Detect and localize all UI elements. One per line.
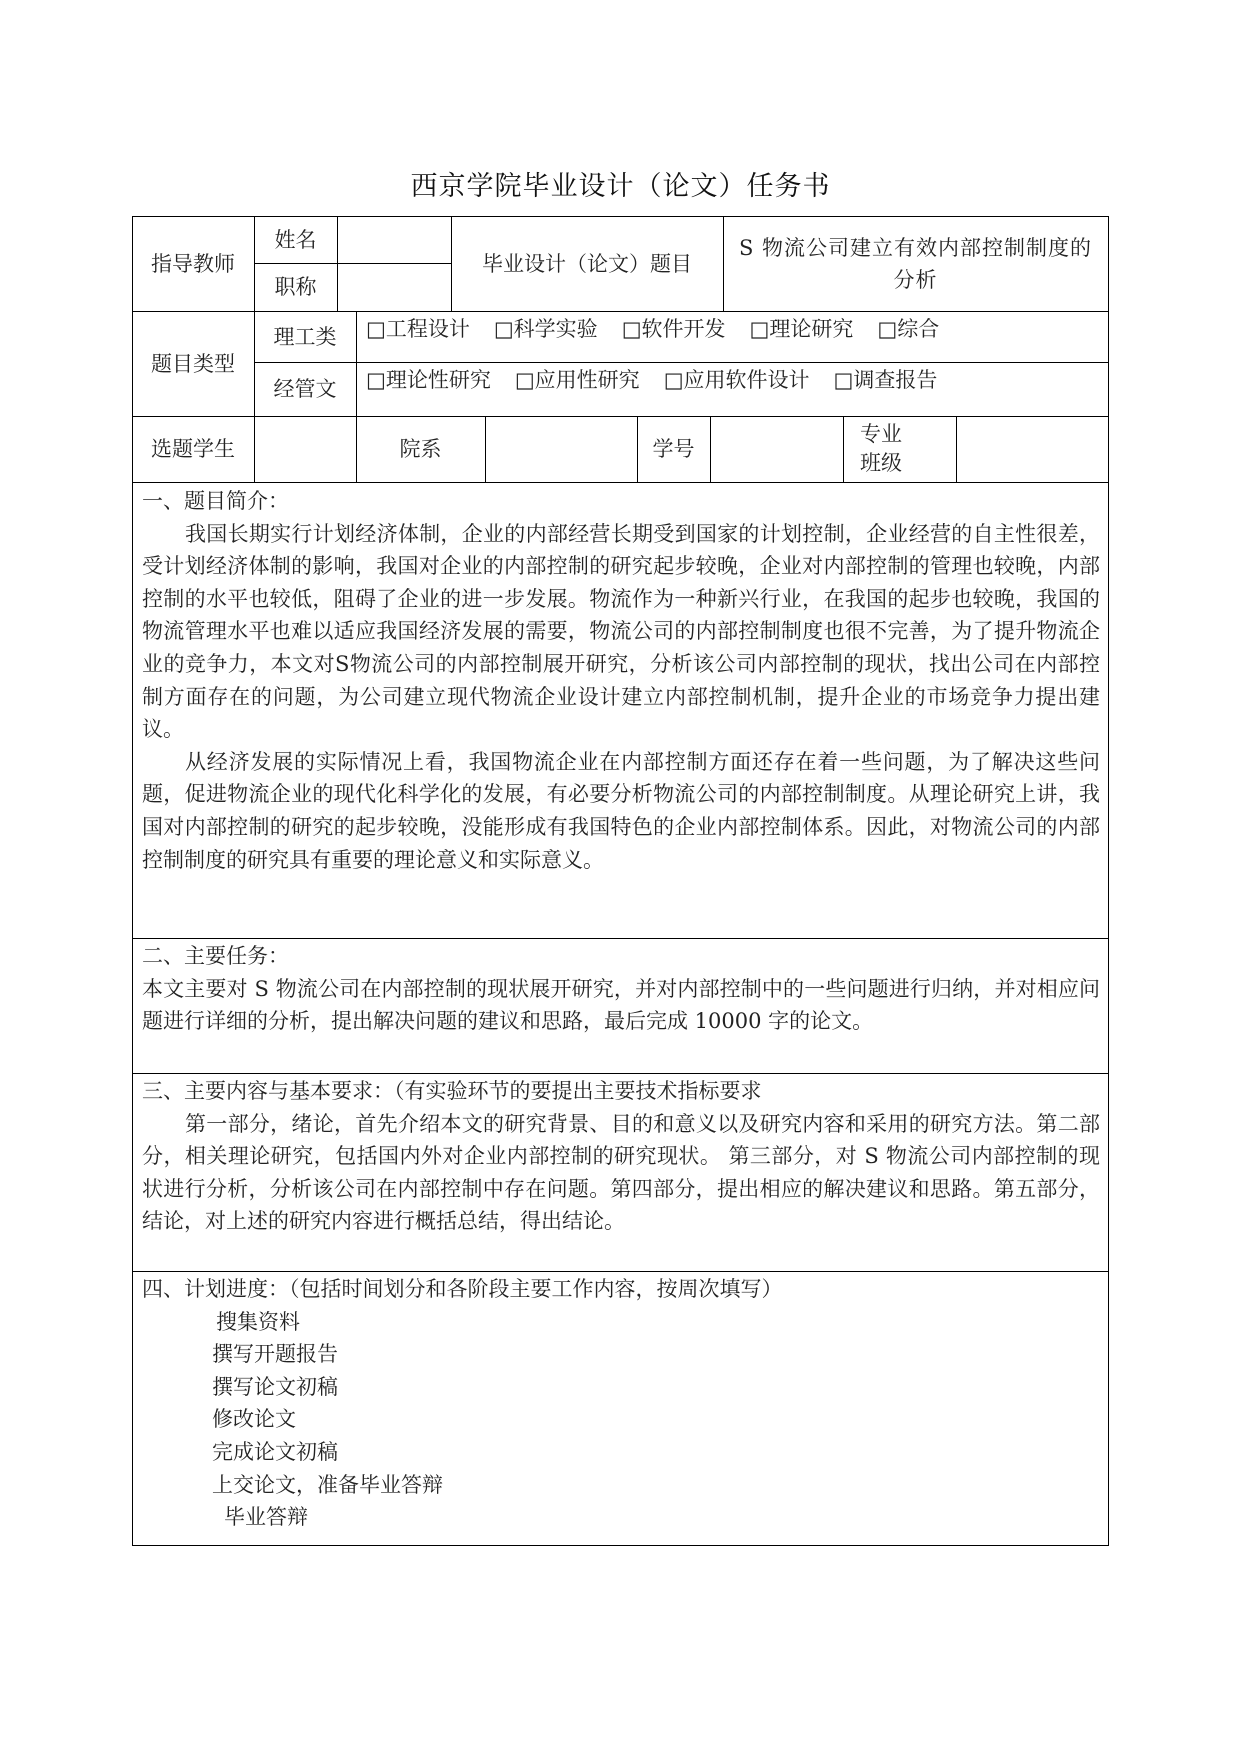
divider [356,311,357,416]
class-label: 专业班级 [860,422,902,475]
divider [132,1073,1109,1074]
department-label: 院系 [399,437,442,461]
plan-item: 上交论文，准备毕业答辩 [212,1472,443,1497]
plan-item: 撰写论文初稿 [212,1374,338,1399]
student-id-field[interactable] [710,416,843,482]
topic-label: 毕业设计（论文）题目 [482,251,692,276]
option-software-development[interactable]: □软件开发 [621,317,726,341]
section-heading: 四、计划进度：（包括时间划分和各阶段主要工作内容，按周次填写） [142,1277,783,1301]
department-field[interactable] [485,416,637,482]
science-options [366,313,963,343]
plan-item: 毕业答辩 [224,1505,308,1530]
divider [843,416,844,482]
student-name-field[interactable] [254,416,356,482]
plan-item: 完成论文初稿 [212,1439,338,1464]
option-scientific-experiment[interactable]: □科学实验 [493,317,598,341]
rank-label: 职称 [274,275,317,299]
divider [132,938,1109,939]
advisor-rank-field[interactable] [337,263,451,311]
plan-item: 修改论文 [212,1407,296,1432]
section-tasks [132,940,1108,1073]
divider [132,1271,1109,1272]
plan-item: 撰写开题报告 [212,1342,338,1367]
section-heading: 二、主要任务： [142,944,289,968]
section-heading: 一、题目简介： [142,489,289,513]
option-engineering-design[interactable]: □工程设计 [366,317,470,341]
section-intro [132,485,1108,938]
paragraph: 我国长期实行计划经济体制，企业的内部经营长期受到国家的计划控制，企业经营的自主性很差，受计划经济体制的影响，我国对企业的内部控制的研究起步较晚，企业对内部控制的管理也较晚，内部控制的水平也较低，阻碍了企业的进一步发展。物流作为一种新兴行业，在我国的起步也较晚，我国的物流管理水平也难以适应我国经济发展的需要，物流公司的内部控制制度也很不完善，为了提升物流企业的竞争力，本文对S物流公司的内部控制展开研究，分析该公司内部控制的现状，找出公司在内部控制方面存在的问题，为公司建立现代物流企业设计建立内部控制机制，提升企业的市场竞争力提出建议。 [142,521,1100,742]
science-label: 理工类 [273,324,337,349]
option-theoretical-research[interactable]: □理论研究 [749,317,854,341]
document-title: 西京学院毕业设计（论文）任务书 [410,171,831,202]
advisor-label: 指导教师 [151,251,235,276]
option-application-software-design[interactable]: □应用软件设计 [663,368,810,392]
option-comprehensive[interactable]: □综合 [877,317,940,341]
section-heading: 三、主要内容与基本要求：（有实验环节的要提出主要技术指标要求 [142,1079,762,1103]
option-theoretical-study[interactable]: □理论性研究 [366,368,491,392]
topic-value[interactable]: S 物流公司建立有效内部控制制度的分析 [738,235,1093,292]
divider [254,362,1109,363]
topic-type-label: 题目类型 [151,351,235,376]
option-applied-study[interactable]: □应用性研究 [514,368,640,392]
divider [132,482,1109,483]
divider [254,263,451,264]
class-field[interactable] [956,416,1108,482]
plan-item: 搜集资料 [216,1309,300,1334]
section-content [132,1075,1108,1271]
student-label: 选题学生 [151,437,235,461]
paragraph: 从经济发展的实际情况上看，我国物流企业在内部控制方面还存在着一些问题，为了解决这些问题，促进物流企业的现代化科学化的发展，有必要分析物流公司的内部控制制度。从理论研究上讲，我国对内部控制的研究的起步较晚，没能形成有我国特色的企业内部控制体系。因此，对物流公司的内部控制制度的研究具有重要的理论意义和实际意义。 [142,749,1100,872]
advisor-name-field[interactable] [337,216,451,263]
option-survey-report[interactable]: □调查报告 [833,368,938,392]
divider [723,216,724,311]
management-options [366,364,961,394]
name-label: 姓名 [274,227,317,252]
management-label: 经管文 [273,377,337,401]
paragraph: 本文主要对 S 物流公司在内部控制的现状展开研究，并对内部控制中的一些问题进行归纳，并对相应问题进行详细的分析，提出解决问题的建议和思路，最后完成 10000 字的论文。 [142,976,1100,1034]
section-plan [132,1273,1108,1543]
student-id-label: 学号 [652,437,695,461]
paragraph: 第一部分，绪论，首先介绍本文的研究背景、目的和意义以及研究内容和采用的研究方法。第二部分，相关理论研究，包括国内外对企业内部控制的研究现状。 第三部分，对 S 物流公司内部控制的现状进行分析，分析该公司在内部控制中存在问题。第四部分，提出相应的解决建议和思路。第五部分，结论，对上述的研究内容进行概括总结，得出结论。 [142,1111,1100,1234]
